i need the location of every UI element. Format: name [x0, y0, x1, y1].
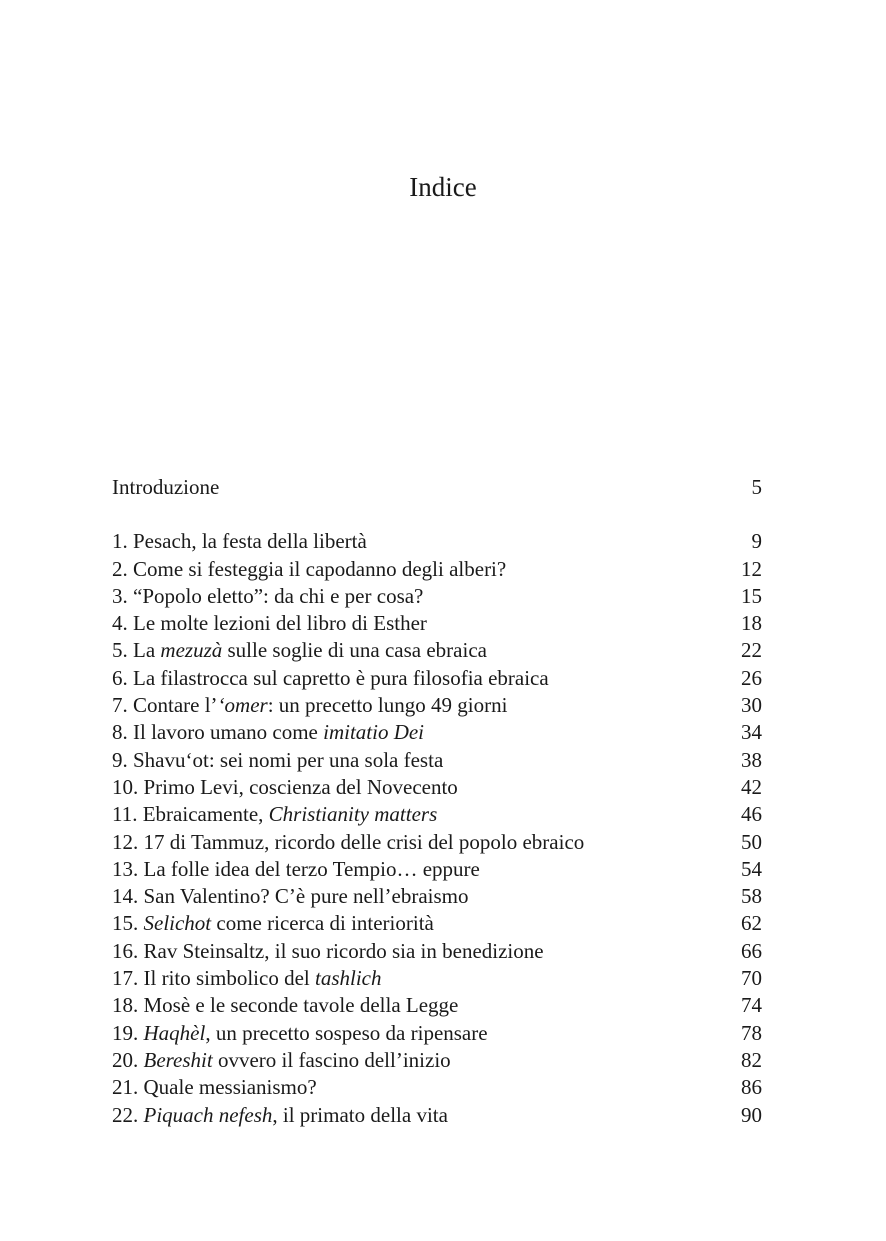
- toc-entry-title-text: 17. Il rito simbolico del: [112, 966, 315, 991]
- toc-entry: [112, 938, 762, 965]
- toc-entry-title-text: 13. La folle idea del terzo Tempio… eppure: [112, 856, 480, 881]
- toc-entry-page: 34: [741, 720, 762, 745]
- toc-entry-page: 62: [741, 911, 762, 936]
- toc-intro-row: [112, 474, 762, 501]
- toc-entry-title-text: 4. Le molte lezioni del libro di Esther: [112, 611, 427, 636]
- toc-entry-title: [112, 692, 507, 719]
- toc-entry-title: [112, 610, 427, 637]
- toc-entry: [112, 1020, 762, 1047]
- toc-entry: [112, 692, 762, 719]
- toc-entry-title-text: 16. Rav Steinsaltz, il suo ricordo sia in benedizione: [112, 938, 544, 963]
- toc-entry-title: [112, 1020, 488, 1047]
- toc-entry: [112, 856, 762, 883]
- toc-entry: [112, 610, 762, 637]
- toc-entry-title: [112, 938, 544, 965]
- toc-entry-title-text: ovvero il fascino dell’inizio: [212, 1047, 451, 1072]
- toc-entry-title: [112, 801, 437, 828]
- page-title: Indice: [409, 172, 477, 202]
- toc-entry-title: [112, 965, 381, 992]
- toc-entry-title: [112, 1047, 451, 1074]
- toc-entry: [112, 774, 762, 801]
- toc-entry-title-text: 18. Mosè e le seconde tavole della Legge: [112, 993, 459, 1018]
- toc-entry-title-text: , un precetto sospeso da ripensare: [205, 1020, 488, 1045]
- toc-entry-page: 38: [741, 747, 762, 772]
- toc-entry: [112, 528, 762, 555]
- toc-entry-title: [112, 719, 424, 746]
- toc-entry-title: [112, 829, 584, 856]
- toc-entry-title-italic: imitatio Dei: [323, 720, 425, 745]
- toc-entry-title: [112, 583, 423, 610]
- toc-entry-title: [112, 883, 469, 910]
- toc-entry-title-text: 19.: [112, 1020, 144, 1045]
- toc-entry-title: [112, 1074, 317, 1101]
- toc-entry-title-text: 20.: [112, 1047, 144, 1072]
- toc-entry-title-italic: mezuzà: [160, 638, 223, 663]
- toc-entry-title-italic: tashlich: [314, 966, 382, 991]
- toc-entry: [112, 556, 762, 583]
- toc-entry-page: 26: [741, 665, 762, 690]
- toc-entry-title: [112, 1102, 448, 1129]
- toc-entry-title-text: sulle soglie di una casa ebraica: [222, 638, 487, 663]
- toc-entry-title-text: 21. Quale messianismo?: [112, 1075, 317, 1100]
- toc-entry-title: [112, 992, 458, 1019]
- toc-entry: [112, 992, 762, 1019]
- toc-entry: [112, 910, 762, 937]
- toc-entry: [112, 965, 762, 992]
- toc-entry-title-italic: Selichot: [143, 911, 212, 936]
- toc-entry: [112, 829, 762, 856]
- toc-entry: [112, 719, 762, 746]
- toc-entry-page: 90: [741, 1102, 762, 1127]
- toc-entry: [112, 583, 762, 610]
- toc-entry-title-text: 11. Ebraicamente,: [112, 802, 269, 827]
- toc-entry-title-text: come ricerca di interiorità: [211, 911, 434, 936]
- toc-entry-title-text: 6. La filastrocca sul capretto è pura filosofia ebraica: [112, 665, 549, 690]
- toc-intro-page: 5: [751, 475, 762, 499]
- toc-entry-page: 15: [741, 583, 762, 608]
- toc-entry-title-text: 12. 17 di Tammuz, ricordo delle crisi del popolo ebraico: [112, 829, 585, 854]
- toc-entry-page: 46: [741, 802, 762, 827]
- toc-entry-title: [112, 637, 487, 664]
- toc-entry: [112, 1102, 762, 1129]
- toc-entry-page: 50: [741, 829, 762, 854]
- toc-entry-title-text: 14. San Valentino? C’è pure nell’ebraismo: [112, 884, 469, 909]
- toc-entry-page: 42: [741, 774, 762, 799]
- toc-entry-title: [112, 856, 480, 883]
- toc-entry: [112, 637, 762, 664]
- toc-entry-page: 78: [741, 1020, 762, 1045]
- toc-entry-title: [112, 665, 549, 692]
- toc-entries: [112, 528, 762, 1129]
- toc-entry-page: 18: [741, 611, 762, 636]
- table-of-contents: [112, 474, 762, 1129]
- toc-entry-page: 66: [741, 938, 762, 963]
- toc-entry-title-text: 5. La: [112, 638, 161, 663]
- toc-entry: [112, 1074, 762, 1101]
- toc-entry-title-text: 8. Il lavoro umano come: [112, 720, 324, 745]
- toc-entry-title-italic: Christianity matters: [268, 802, 438, 827]
- toc-entry: [112, 883, 762, 910]
- toc-entry-title-text: 9. Shavu‘ot: sei nomi per una sola festa: [112, 747, 444, 772]
- toc-entry-title: [112, 528, 367, 555]
- toc-entry-title-text: 7. Contare l’: [112, 693, 218, 718]
- toc-entry-page: 30: [741, 693, 762, 718]
- toc-entry: [112, 665, 762, 692]
- toc-entry-page: 22: [741, 638, 762, 663]
- toc-entry-page: 12: [741, 556, 762, 581]
- toc-entry-title-italic: ‘omer: [217, 693, 268, 718]
- toc-entry: [112, 747, 762, 774]
- toc-entry-title-text: 3. “Popolo eletto”: da chi e per cosa?: [112, 583, 424, 608]
- toc-entry-title-text: 2. Come si festeggia il capodanno degli alberi?: [112, 556, 507, 581]
- toc-entry-page: 70: [741, 966, 762, 991]
- toc-intro-title: Introduzione: [112, 475, 220, 499]
- toc-entry-title-text: , il primato della vita: [272, 1102, 448, 1127]
- toc-entry-page: 74: [741, 993, 762, 1018]
- toc-entry-title-text: 22.: [112, 1102, 144, 1127]
- toc-entry-title-italic: Piquach nefesh: [143, 1102, 273, 1127]
- toc-entry-title: [112, 747, 443, 774]
- toc-entry-title-italic: Haqhèl: [143, 1020, 206, 1045]
- toc-entry-page: 82: [741, 1047, 762, 1072]
- toc-entry-title: [112, 556, 506, 583]
- toc-entry-page: 58: [741, 884, 762, 909]
- toc-entry-page: 86: [741, 1075, 762, 1100]
- toc-entry: [112, 1047, 762, 1074]
- toc-entry-title-text: 15.: [112, 911, 144, 936]
- toc-entry-title: [112, 910, 434, 937]
- toc-entry-title-italic: Bereshit: [143, 1047, 213, 1072]
- toc-entry-page: 9: [751, 529, 762, 554]
- toc-entry-title-text: 10. Primo Levi, coscienza del Novecento: [112, 774, 458, 799]
- toc-entry-title-text: 1. Pesach, la festa della libertà: [112, 529, 367, 554]
- toc-entry: [112, 801, 762, 828]
- toc-entry-title-text: : un precetto lungo 49 giorni: [267, 693, 508, 718]
- toc-entry-title: [112, 774, 458, 801]
- toc-entry-page: 54: [741, 856, 762, 881]
